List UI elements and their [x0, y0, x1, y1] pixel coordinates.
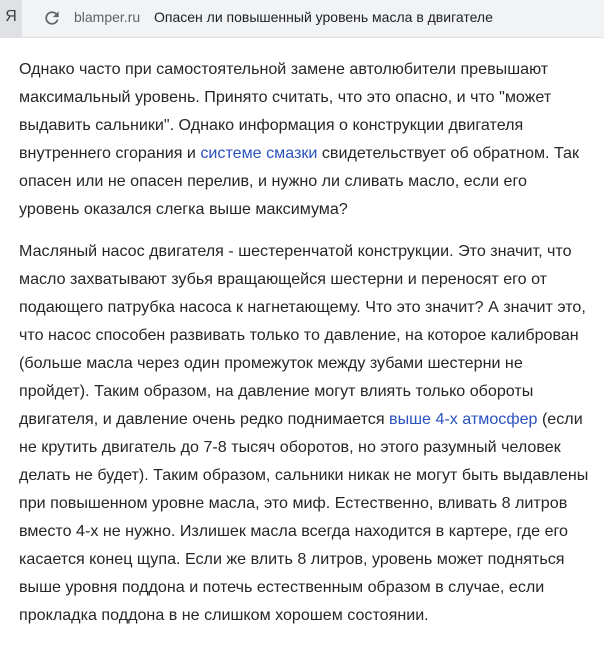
article-content	[19, 55, 591, 629]
paragraph-2-text-a: Масляный насос двигателя - шестеренчатой конструкции. Это значит, что масло захватывают зубья вращающейся шестерни и переносят его от подающего патрубка насоса к нагнетающему. Что это значит? А значит это, что насос способен развивать только то давление, на которое калиброван (больше масла через один промежуток между зубами шестерни не пройдет). Таким образом, на давление могут влиять только обороты двигателя, и давление очень редко поднимается	[19, 242, 586, 428]
paragraph-1-text-b: свидетельствует об обратном. Так опасен или не опасен перелив, и нужно ли сливать масло, если его уровень оказался слегка выше максимума?	[19, 144, 580, 218]
url-domain[interactable]: blamper.ru	[74, 9, 141, 25]
paragraph-1	[19, 55, 591, 223]
link-lubrication-system[interactable]: системе смазки	[200, 144, 318, 162]
previous-tab-label: Я	[5, 8, 17, 25]
previous-tab[interactable]	[0, 0, 22, 37]
reload-icon[interactable]	[42, 8, 62, 28]
link-above-4-atm[interactable]: выше 4-х атмосфер	[389, 410, 538, 428]
page-title[interactable]: Опасен ли повышенный уровень масла в двигателе	[154, 9, 493, 25]
paragraph-1-text-a: Однако часто при самостоятельной замене автолюбители превышают максимальный уровень. Принято считать, что это опасно, и что "может выдавить сальники". Однако информация о конструкции двигателя внутреннего сгорания и	[19, 60, 552, 162]
paragraph-2	[19, 237, 591, 629]
paragraph-2-text-b: (если не крутить двигатель до 7-8 тысяч оборотов, но этого разумный человек делать не будет). Таким образом, сальники никак не могут быть выдавлены при повышенном уровне масла, это миф. Естественно, вливать 8 литров вместо 4-х не нужно. Излишек масла всегда находится в картере, где его касается конец щупа. Если же влить 8 литров, уровень может подняться выше уровня поддона и потечь естественным образом в случае, если прокладка поддона в не слишком хорошем состоянии.	[19, 410, 589, 624]
browser-toolbar	[0, 0, 604, 38]
